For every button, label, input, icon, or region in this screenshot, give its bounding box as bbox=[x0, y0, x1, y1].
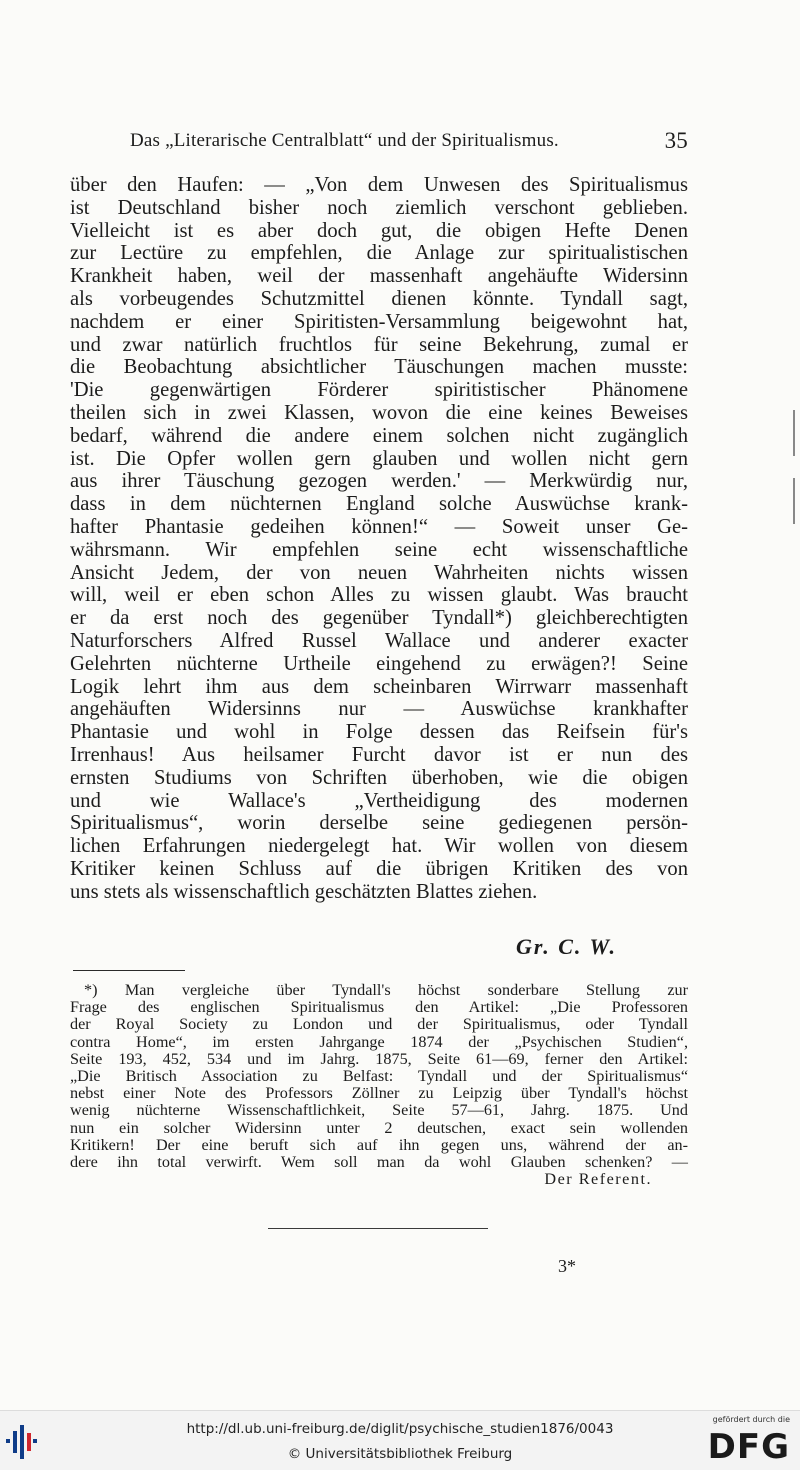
footnote-line: der Royal Society zu London und der Spiritualismus, oder Tyndall bbox=[70, 1015, 688, 1034]
body-line: 'Die gegenwärtigen Förderer spiritistischer Phänomene bbox=[70, 379, 688, 402]
body-line: die Beobachtung absichtlicher Täuschungen machen musste: bbox=[70, 356, 688, 379]
signature-mark: 3* bbox=[558, 1256, 576, 1276]
body-line: Ansicht Jedem, der von neuen Wahrheiten nichts wissen bbox=[70, 561, 688, 584]
body-line: Irrenhaus! Aus heilsamer Furcht davor ist er nun des bbox=[70, 743, 688, 766]
body-line: zur Lectüre zu empfehlen, die Anlage zur spiritualistischen bbox=[70, 242, 688, 265]
body-text bbox=[70, 174, 688, 904]
body-line: Logik lehrt ihm aus dem scheinbaren Wirrwarr massenhaft bbox=[70, 675, 688, 698]
copyright-notice: © Universitätsbibliothek Freiburg bbox=[287, 1446, 513, 1462]
body-line: Phantasie und wohl in Folge dessen das Reifsein für's bbox=[70, 721, 688, 744]
footnote-line: contra Home“, im ersten Jahrgange 1874 der „Psychischen Studien“, bbox=[70, 1032, 688, 1051]
footnote-line: Kritikern! Der eine beruft sich auf ihn gegen uns, während der an- bbox=[70, 1135, 688, 1154]
end-rule bbox=[268, 1228, 488, 1229]
body-line: hafter Phantasie gedeihen können!“ — Soweit unser Ge- bbox=[70, 515, 688, 538]
footnote bbox=[70, 982, 688, 1188]
body-line: über den Haufen: — „Von dem Unwesen des Spiritualismus bbox=[70, 174, 688, 196]
body-line: Krankheit haben, weil der massenhaft angehäufte Widersinn bbox=[70, 265, 688, 288]
footnote-line: nun ein solcher Widersinn unter 2 deutschen, exact sein wollenden bbox=[70, 1118, 688, 1137]
body-line: er da erst noch des gegenüber Tyndall*) gleichberechtigten bbox=[70, 607, 688, 630]
footnote-signoff: Der Referent. bbox=[544, 1170, 652, 1189]
body-line: Vielleicht ist es aber doch gut, die obigen Hefte Denen bbox=[70, 219, 688, 242]
dfg-logo-text: DFG bbox=[707, 1427, 790, 1467]
body-line: Spiritualismus“, worin derselbe seine gediegenen persön- bbox=[70, 812, 688, 835]
dfg-logo bbox=[700, 1415, 790, 1467]
footnote-line: dere ihn total verwirft. Wem soll man da wohl Glauben schenken? — bbox=[70, 1152, 688, 1171]
body-line: Gelehrten nüchterne Urtheile eingehend zu erwägen?! Seine bbox=[70, 652, 688, 675]
footnote-line: *) Man vergleiche über Tyndall's höchst sonderbare Stellung zur bbox=[84, 981, 688, 999]
margin-tick bbox=[793, 478, 795, 524]
body-line: Kritiker keinen Schluss auf die übrigen Kritiken des von bbox=[70, 857, 688, 880]
body-line: will, weil er eben schon Alles zu wissen glaubt. Was braucht bbox=[70, 584, 688, 607]
body-line: theilen sich in zwei Klassen, wovon die eine keines Beweises bbox=[70, 401, 688, 424]
footnote-line: Frage des englischen Spiritualismus den Artikel: „Die Professoren bbox=[70, 998, 688, 1017]
body-line: dass in dem nüchternen England solche Auswüchse krank- bbox=[70, 493, 688, 516]
body-line: nachdem er einer Spiritisten-Versammlung beigewohnt hat, bbox=[70, 310, 688, 333]
body-line: und wie Wallace's „Vertheidigung des modernen bbox=[70, 789, 688, 812]
viewer-footer bbox=[0, 1410, 800, 1470]
footnote-line: wenig nüchterne Wissenschaftlichkeit, Seite 57—61, Jahrg. 1875. Und bbox=[70, 1101, 688, 1120]
page-number: 35 bbox=[664, 128, 688, 153]
body-line: als vorbeugendes Schutzmittel dienen könnte. Tyndall sagt, bbox=[70, 287, 688, 310]
body-line: lichen Erfahrungen niedergelegt hat. Wir wollen von diesem bbox=[70, 835, 688, 858]
footnote-line: „Die Britisch Association zu Belfast: Tyndall und der Spiritualismus“ bbox=[70, 1066, 688, 1085]
body-line: aus ihrer Täuschung gezogen werden.' — Merkwürdig nur, bbox=[70, 470, 688, 493]
body-line: ist. Die Opfer wollen gern glauben und wollen nicht gern bbox=[70, 447, 688, 470]
body-line: und zwar natürlich fruchtlos für seine Bekehrung, zumal er bbox=[70, 333, 688, 356]
permalink-url[interactable]: http://dl.ub.uni-freiburg.de/diglit/psychische_studien1876/0043 bbox=[186, 1421, 614, 1437]
body-line: Naturforschers Alfred Russel Wallace und anderer exacter bbox=[70, 629, 688, 652]
footnote-line: Seite 193, 452, 534 und im Jahrg. 1875, Seite 61—69, ferner den Artikel: bbox=[70, 1049, 688, 1068]
body-line: uns stets als wissenschaftlich geschätzten Blattes ziehen. bbox=[70, 880, 538, 903]
footnote-rule bbox=[73, 970, 185, 971]
author-signature: Gr. C. W. bbox=[516, 934, 617, 959]
body-line: bedarf, während die andere einem solchen nicht zugänglich bbox=[70, 424, 688, 447]
margin-tick bbox=[793, 410, 795, 456]
dfg-sponsor-label: gefördert durch die bbox=[712, 1415, 790, 1424]
body-line: währsmann. Wir empfehlen seine echt wissenschaftliche bbox=[70, 538, 688, 561]
body-line: ernsten Studiums von Schriften überhoben, wie die obigen bbox=[70, 766, 688, 789]
body-line: ist Deutschland bisher noch ziemlich verschont geblieben. bbox=[70, 196, 688, 219]
running-head bbox=[130, 128, 690, 156]
footnote-line: nebst einer Note des Professors Zöllner zu Leipzig über Tyndall's höchst bbox=[70, 1084, 688, 1103]
running-title: Das „Literarische Centralblatt“ und der Spiritualismus. bbox=[130, 130, 559, 151]
body-line: angehäuften Widersinns nur — Auswüchse krankhafter bbox=[70, 698, 688, 721]
